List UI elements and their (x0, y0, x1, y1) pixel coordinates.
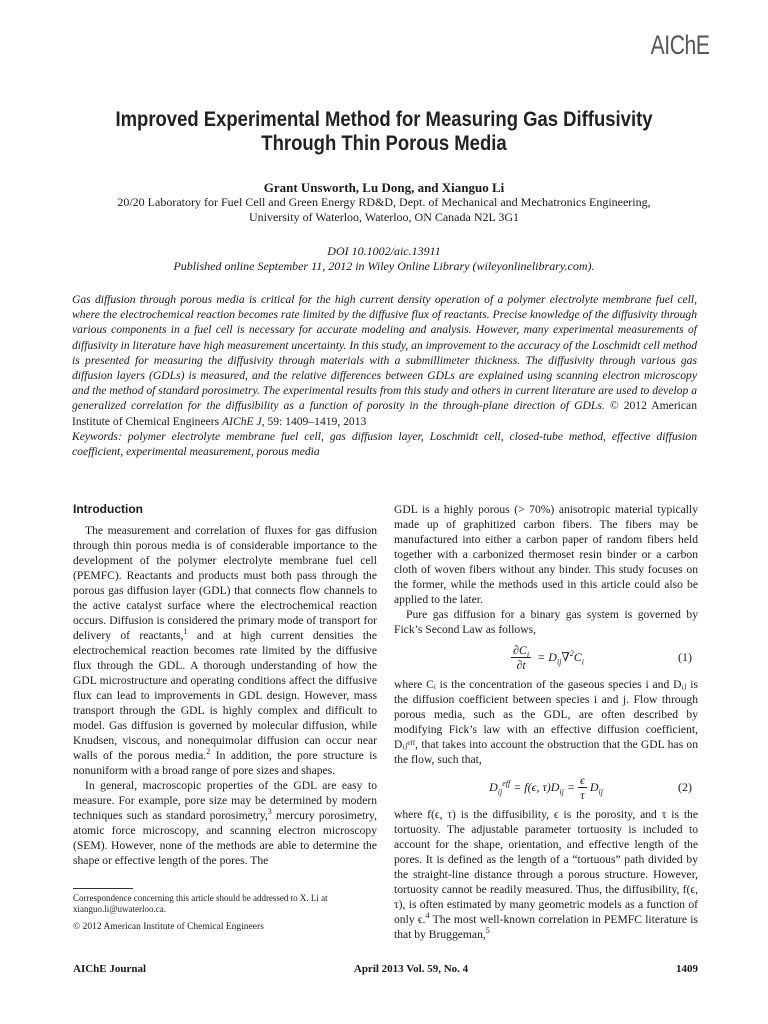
paragraph: where f(ϵ, τ) is the diffusibility, ϵ is the porosity, and τ is the tortuosity. The adjustable parameter tortuosity is included to account for the shape, orientation, and effective length of the pores. It is defined as the length of a “tortuous” path divided by the straight-line distance through a porous structure. However, tortuosity cannot be readily measured. Thus, the diffusibility, f(ϵ, τ), is often estimated by many geometric models as a function of only ϵ.$^4$ The most well-known correlation in PEMFC literature is that by Bruggeman,$^5$ (394, 808, 699, 941)
eq2-lhs: $D_{ij}^{eff} = f(\epsilon$, $\tau)D_{ij}$ = (489, 778, 575, 796)
citation-ref[interactable]: 2 (206, 747, 211, 757)
doi[interactable]: DOI 10.1002/aic.13911 (327, 244, 441, 258)
copyright-note: © 2012 American Institute of Chemical Engineers (73, 922, 264, 932)
equation-number: (2) (678, 779, 692, 794)
equation-1 (394, 637, 698, 677)
citation-ref[interactable]: 5 (485, 926, 490, 936)
abstract-text: Gas diffusion through porous media is critical for the high current density operation of a polymer electrolyte membrane fuel cell, where the electrochemical reaction becomes rate limited by the diffusive flux of reactants. Precise knowledge of the diffusivity through various components in a fuel cell is necessary for accurate modeling and analysis. However, many experimental measurements of diffusivity in literature have high measurement uncertainty. In this study, an improvement to the accuracy of the Loschmidt cell method is presented for measuring the diffusivity through materials with a submillimeter thickness. The diffusivity through various gas diffusion layers (GDLs) is measured, and the relative differences between GDLs are explained using scanning electron microscopy and the method of standard porosimetry. The experimental results from this study and others in current literature are used to develop a generalized correlation for the diffusibility as a function of porosity in the through-plane direction of GDLs. (72, 293, 697, 413)
abstract-copyright: © 2012 American Institute of Chemical Engineers (72, 399, 697, 428)
eq2-fraction: $\frac{\epsilon}{\tau}$ (579, 772, 585, 802)
abstract-citation: , 59: 1409–1419, 2013 (261, 414, 367, 428)
title-line-2: Through Thin Porous Media (261, 132, 507, 155)
citation-ref[interactable]: 3 (267, 807, 272, 817)
paper-title (99, 108, 669, 156)
left-column (73, 502, 377, 868)
eq2-rhs: $D_{ij}$ (589, 779, 603, 796)
page-footer (73, 963, 698, 975)
footnote-divider (73, 888, 133, 889)
right-column (394, 502, 698, 942)
publication-info (60, 244, 708, 274)
affiliation (60, 195, 708, 225)
published-online: Published online September 11, 2012 in Wiley Online Library (wileyonlinelibrary.com). (173, 259, 595, 273)
eq1-rhs: = $D_{ij}\nabla^2C_i$ (534, 648, 585, 666)
footer-journal: AIChE Journal (73, 963, 147, 975)
authors: Grant Unsworth, Lu Dong, and Xianguo Li (263, 180, 505, 195)
page-number: 1409 (676, 963, 698, 975)
citation-ref[interactable]: 1 (183, 627, 188, 637)
abstract-citation-journal: AIChE J (222, 414, 262, 428)
footer-issue: April 2013 Vol. 59, No. 4 (353, 963, 469, 975)
citation-ref[interactable]: 4 (425, 911, 430, 921)
equation-number: (1) (678, 649, 692, 664)
affiliation-line-2: University of Waterloo, Waterloo, ON Canada N2L 3G1 (248, 210, 520, 224)
paragraph: where Cᵢ is the concentration of the gaseous species i and Dᵢⱼ is the diffusion coefficient between species i and j. Flow through porous media, such as the GDL, are often described by modifying Fick’s law with an effective diffusion coefficient, Dᵢⱼᵉᶠᶠ, that takes into account the obstruction that the GDL has on the flow, such that, (394, 678, 698, 766)
paragraph: In general, macroscopic properties of the GDL are easy to measure. For example, pore size may be determined by modern techniques such as standard porosimetry,$^3$ mercury porosimetry, atomic force microscopy, and scanning electron microscopy (SEM). However, none of the methods are able to determine the shape or effective length of the pores. The (73, 779, 377, 867)
equation-2 (394, 767, 698, 807)
paragraph: Pure gas diffusion for a binary gas system is governed by Fick’s Second Law as follows, (394, 608, 698, 636)
title-line-1: Improved Experimental Method for Measuring Gas Diffusivity (115, 108, 653, 131)
affiliation-line-1: 20/20 Laboratory for Fuel Cell and Green Energy RD&D, Dept. of Mechanical and Mechatronics Engineering, (117, 195, 651, 209)
paragraph: GDL is a highly porous (> 70%) anisotropic material typically made up of graphitized carbon fibers. The fibers may be manufactured into either a carbon paper of random fibers held together with a carbonized thermoset resin binder or a carbon cloth of woven fibers without any binder. This study focuses on the former, while the methods used in this article could also be applied to the later. (394, 503, 698, 606)
eq1-fraction: $\frac{\partial C_i}{\partial t}$ (512, 642, 530, 672)
section-heading-introduction: Introduction (73, 502, 143, 516)
journal-logo: AIChE (651, 30, 710, 60)
abstract (72, 292, 697, 459)
correspondence-footnote: Correspondence concerning this article should be addressed to X. Li at xianguo.li@uwaterloo.ca. (73, 893, 328, 914)
paragraph: The measurement and correlation of fluxes for gas diffusion through thin porous media is of considerable importance to the development of the polymer electrolyte membrane fuel cell (PEMFC). Reactants and products must both pass through the porous gas diffusion layer (GDL) that connects flow channels to the active catalyst surface where the electrochemical reaction occurs. Diffusion is considered the primary mode of transport for delivery of reactants,$^1$ and at high current densities the electrochemical reaction becomes rate limited by the diffusive flux through the GDL. A thorough understanding of how the GDL microstructure and operating conditions affect the diffusive flux can lead to improvements in GDL design. However, mass transport through the GDL is highly complex and difficult to model. Gas diffusion is governed by molecular diffusion, while Knudsen, viscous, and nonequimolar diffusion can occur near walls of the porous media.$^2$ In addition, the pore structure is nonuniform with a broad range of pore sizes and shapes. (73, 524, 377, 777)
keywords: Keywords: polymer electrolyte membrane fuel cell, gas diffusion layer, Loschmidt cell, closed-tube method, effective diffusion coefficient, experimental measurement, porous media (72, 429, 697, 459)
